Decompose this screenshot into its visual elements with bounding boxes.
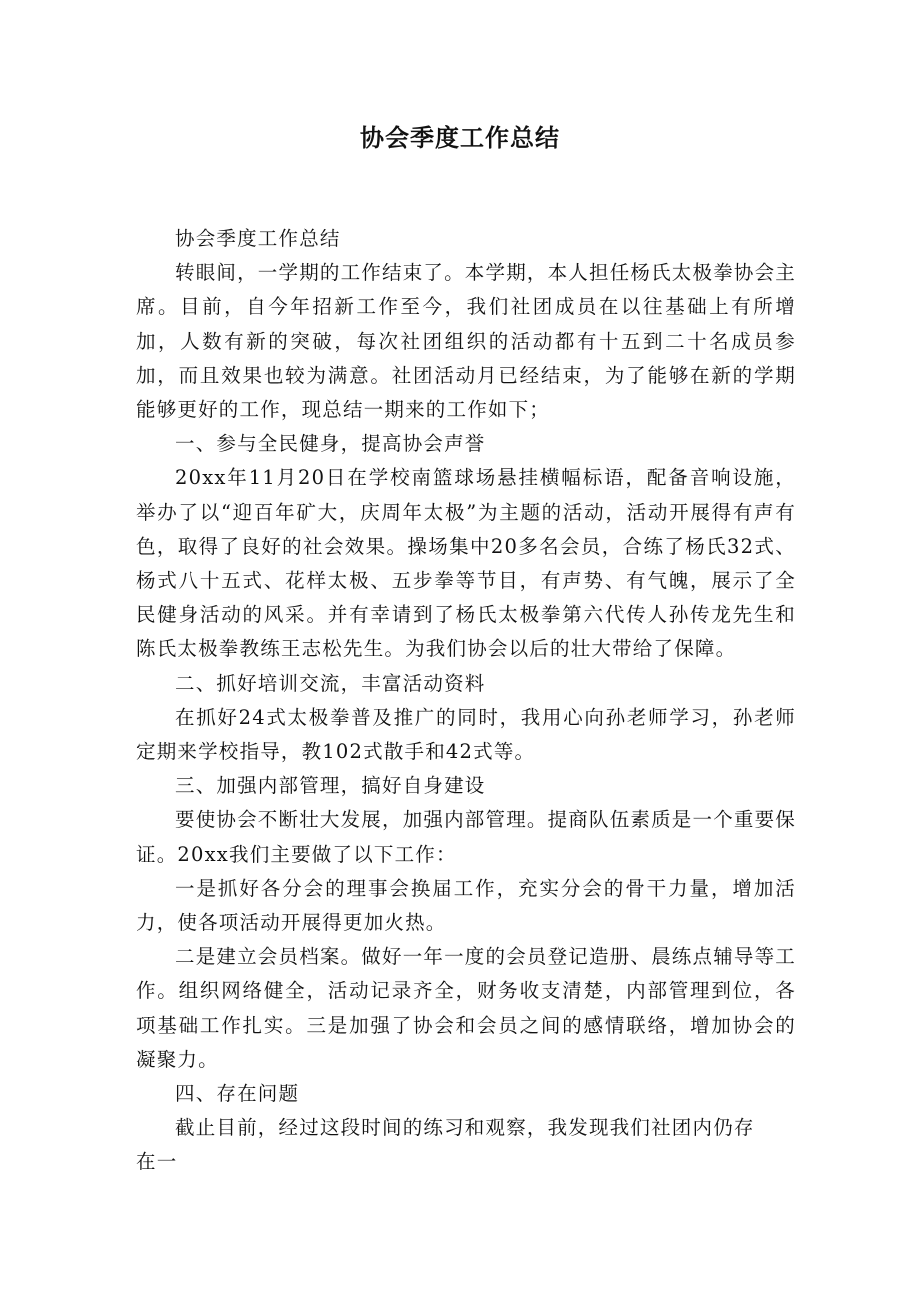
paragraph-section-1: 20xx年11月20日在学校南篮球场悬挂横幅标语，配备音响设施，举办了以“迎百年矿大，庆周年太极”为主题的活动，活动开展得有声有色，取得了良好的社会效果。操场集中20多名会员，合练了杨氏32式、杨式八十五式、花样太极、五步拳等节目，有声势、有气魄，展示了全民健身活动的风采。并有幸请到了杨氏太极拳第六代传人孙传龙先生和陈氏太极拳教练王志松先生。为我们协会以后的壮大带给了保障。 <box>136 466 796 661</box>
document-title: 协会季度工作总结 <box>360 124 560 152</box>
paragraph-section-3-item-1: 一是抓好各分会的理事会换届工作，充实分会的骨干力量，增加活力，使各项活动开展得更加火热。 <box>136 876 796 935</box>
paragraph-subtitle: 协会季度工作总结 <box>175 227 341 250</box>
document-body <box>136 222 796 1180</box>
section-heading-2: 二、抓好培训交流，丰富活动资料 <box>175 671 486 695</box>
section-heading-4: 四、存在问题 <box>175 1082 300 1106</box>
paragraph-section-3-item-2: 二是建立会员档案。做好一年一度的会员登记造册、晨练点辅导等工作。组织网络健全，活动记录齐全，财务收支清楚，内部管理到位，各项基础工作扎实。三是加强了协会和会员之间的感情联络，增加协会的凝聚力。 <box>136 945 797 1071</box>
paragraph-section-2: 在抓好24式太极拳普及推广的同时，我用心向孙老师学习，孙老师定期来学校指导，教102式散手和42式等。 <box>136 705 796 764</box>
section-heading-3: 三、加强内部管理，搞好自身建设 <box>175 774 486 798</box>
paragraph-section-4: 截止目前，经过这段时间的练习和观察，我发现我们社团内仍存 <box>175 1116 755 1140</box>
section-heading-1: 一、参与全民健身，提高协会声誉 <box>175 432 486 456</box>
paragraph-section-3: 要使协会不断壮大发展，加强内部管理。提商队伍素质是一个重要保证。20xx我们主要做了以下工作： <box>136 808 797 866</box>
paragraph-intro: 转眼间，一学期的工作结束了。本学期，本人担任杨氏太极拳协会主席。目前，自今年招新工作至今，我们社团成员在以往基础上有所增加，人数有新的突破，每次社团组织的活动都有十五到二十名成员参加，而且效果也较为满意。社团活动月已经结束，为了能够在新的学期能够更好的工作，现总结一期来的工作如下； <box>136 261 797 422</box>
paragraph-trailing-text: 在一 <box>136 1150 178 1174</box>
